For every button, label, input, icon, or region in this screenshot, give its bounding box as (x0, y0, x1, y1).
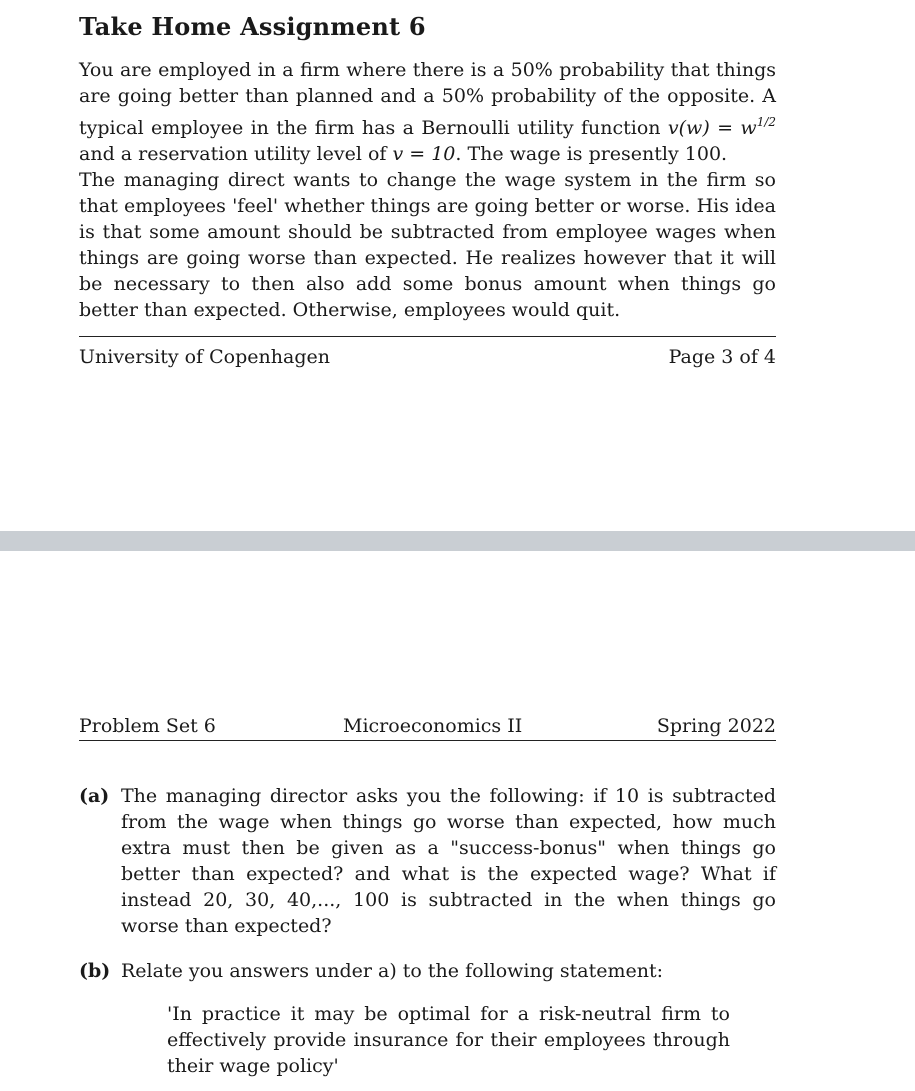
utility-function: v(w) = w (667, 117, 757, 139)
question-b-text: Relate you answers under a) to the following statement: (121, 960, 664, 982)
header-rule (79, 740, 776, 741)
question-a-text: The managing director asks you the following: if 10 is subtracted from the wage when things go worse than expected, how much extra must then be given as a "success-bonus" when things go better than expected? and what is the expected wage? What if instead 20, 30, 40,..., 100 is subtracted in the when things go worse than expected? (121, 785, 776, 937)
question-b-label: (b) (79, 960, 111, 982)
question-a-label: (a) (79, 785, 110, 807)
page-separator (0, 531, 915, 551)
footer-rule (79, 336, 776, 337)
header-problem-set: Problem Set 6 (79, 715, 216, 737)
problem-description (79, 57, 776, 323)
header-course: Microeconomics II (343, 715, 523, 737)
question-b (79, 958, 776, 984)
utility-exponent: 1/2 (756, 115, 776, 129)
reservation-utility: v = 10 (392, 143, 456, 165)
paragraph-setup: You are employed in a firm where there is a 50% probability that things are going better than planned and a 50% probability of the opposite. A typical employee in the firm has a Bernoulli utility function $v(w) = w^{1/2}$ and a reservation utility level of v = 10. The wage is presently 100. (79, 59, 776, 165)
page-3 (0, 0, 915, 531)
footer-university: University of Copenhagen (79, 346, 330, 368)
quoted-statement: 'In practice it may be optimal for a risk-neutral firm to effectively provide insurance for their employees through their wage policy' (167, 1003, 730, 1077)
page-4 (0, 551, 915, 1091)
footer-page-number: Page 3 of 4 (668, 346, 776, 368)
question-a (79, 783, 776, 939)
paragraph-wage-system: The managing direct wants to change the wage system in the firm so that employees 'feel' whether things are going better or worse. His idea is that some amount should be subtracted from employee wages when things are going worse than expected. He realizes however that it will be necessary to then also add some bonus amount when things go better than expected. Otherwise, employees would quit. (79, 169, 776, 321)
assignment-title: Take Home Assignment 6 (79, 12, 426, 41)
header-term: Spring 2022 (656, 715, 776, 737)
